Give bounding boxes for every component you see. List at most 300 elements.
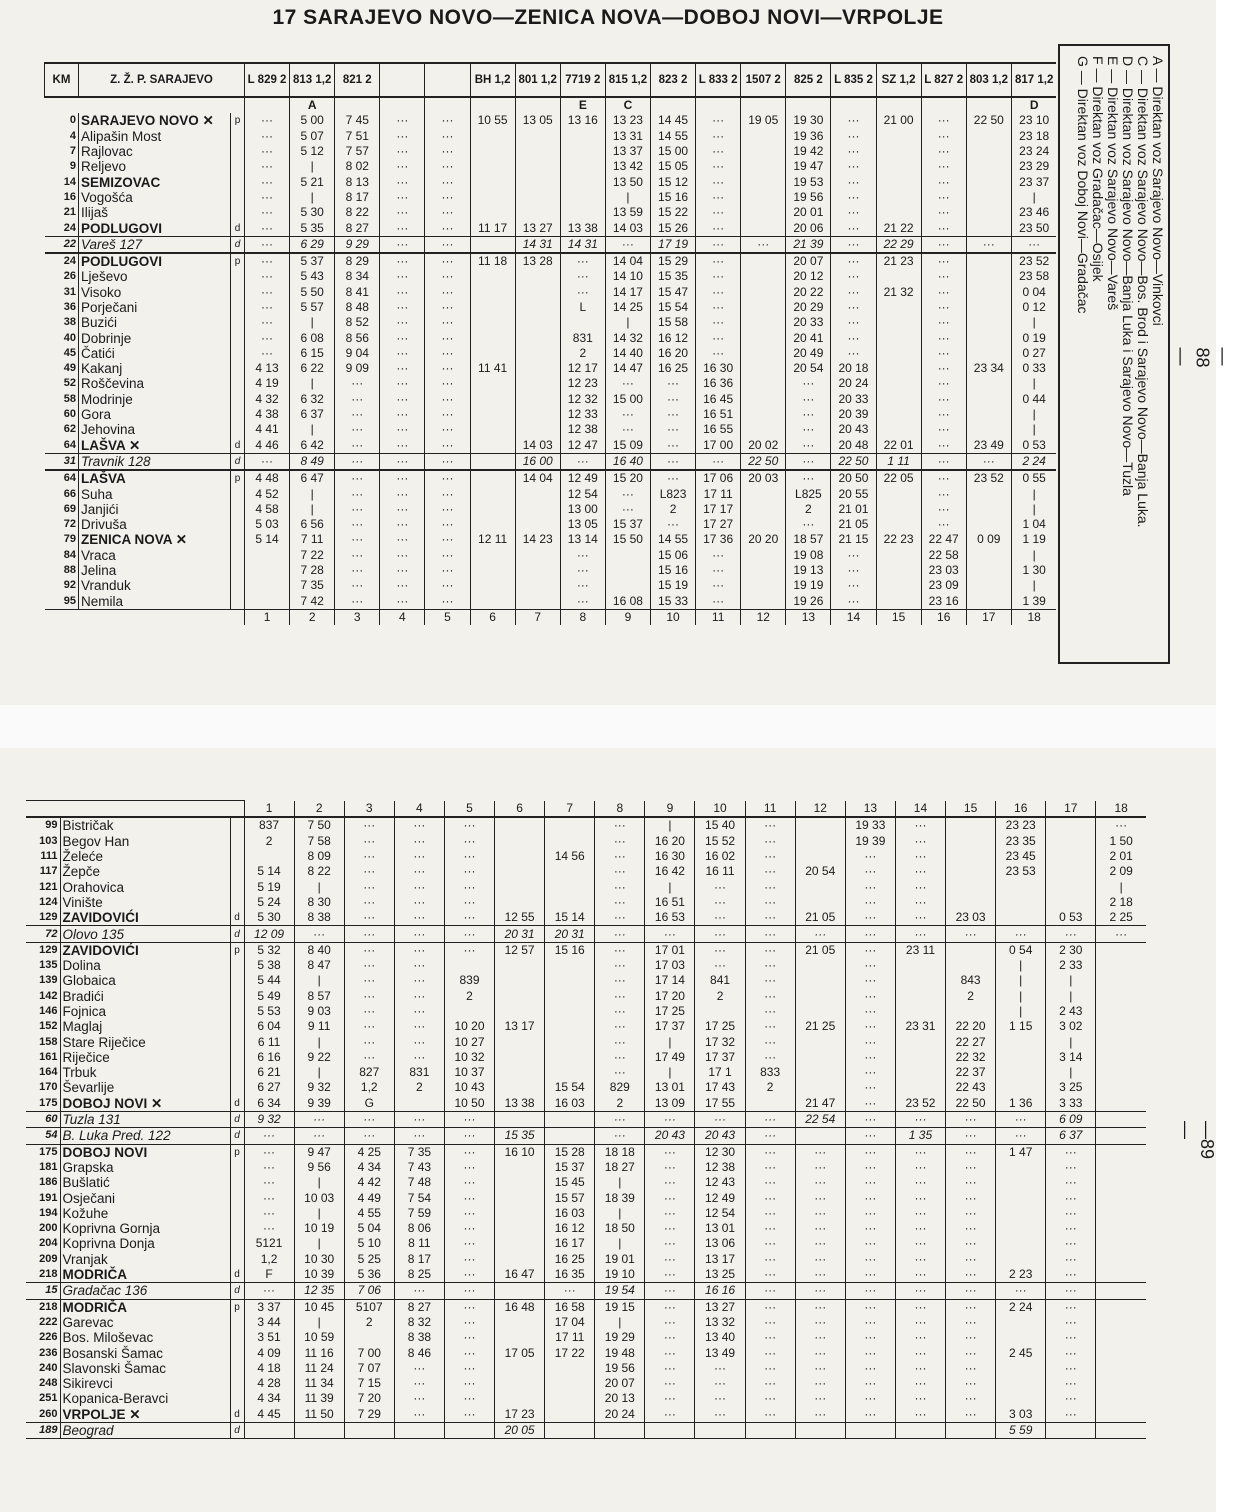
- column-number: 11: [745, 801, 795, 818]
- time-cell: [645, 1422, 695, 1438]
- time-cell: [470, 453, 515, 470]
- time-cell: [495, 1283, 545, 1299]
- time-cell: 1,2: [244, 1252, 294, 1267]
- time-cell: 16 58: [545, 1299, 595, 1315]
- time-cell: ···: [595, 1019, 645, 1034]
- time-cell: [966, 407, 1011, 422]
- time-cell: 0 54: [996, 942, 1046, 958]
- time-cell: 8 29: [335, 253, 380, 269]
- time-cell: ···: [845, 1019, 895, 1034]
- station-name: Vraca: [79, 548, 231, 563]
- time-cell: 19 05: [741, 113, 786, 128]
- time-cell: ···: [831, 346, 876, 361]
- time-cell: ···: [444, 926, 494, 942]
- time-cell: [545, 1065, 595, 1080]
- time-cell: [946, 817, 996, 833]
- station-name: Riječice: [60, 1050, 230, 1065]
- note-mark: [786, 97, 831, 113]
- time-cell: ···: [245, 236, 290, 253]
- time-cell: [495, 879, 545, 894]
- column-number: 13: [786, 609, 831, 625]
- time-cell: |: [645, 879, 695, 894]
- arr-dep-mark: [231, 300, 245, 315]
- timetable-row: [45, 532, 1057, 547]
- time-cell: 8 06: [394, 1221, 444, 1236]
- timetable-row: [26, 1267, 1146, 1283]
- time-cell: [966, 300, 1011, 315]
- time-cell: [795, 973, 845, 988]
- note-mark: [380, 97, 425, 113]
- time-cell: 15 00: [605, 392, 650, 407]
- time-cell: ···: [394, 1004, 444, 1019]
- station-name: ZAVIDOVIĆI: [60, 910, 230, 926]
- time-cell: [1096, 1422, 1146, 1438]
- time-cell: [1096, 942, 1146, 958]
- time-cell: ···: [244, 1190, 294, 1205]
- time-cell: [876, 361, 921, 376]
- time-cell: 2: [745, 1080, 795, 1095]
- time-cell: 12 57: [495, 942, 545, 958]
- time-cell: [515, 346, 560, 361]
- time-cell: ···: [745, 1050, 795, 1065]
- time-cell: ···: [344, 1004, 394, 1019]
- arr-dep-mark: p: [231, 253, 245, 269]
- time-cell: ···: [745, 1345, 795, 1360]
- arr-dep-mark: [230, 849, 244, 864]
- time-cell: 15 09: [605, 438, 650, 454]
- time-cell: 843: [946, 973, 996, 988]
- time-cell: 4 28: [244, 1376, 294, 1391]
- time-cell: ···: [745, 942, 795, 958]
- time-cell: [946, 942, 996, 958]
- timetable-row: [45, 113, 1057, 128]
- time-cell: 8 30: [294, 895, 344, 910]
- time-cell: 5 19: [244, 879, 294, 894]
- time-cell: ···: [946, 1345, 996, 1360]
- time-cell: 21 00: [876, 113, 921, 128]
- time-cell: ···: [831, 253, 876, 269]
- time-cell: 14 45: [650, 113, 695, 128]
- time-cell: [946, 879, 996, 894]
- time-cell: [996, 1236, 1046, 1251]
- time-cell: 15 33: [650, 594, 695, 610]
- time-cell: ···: [335, 392, 380, 407]
- time-cell: ···: [645, 1345, 695, 1360]
- km-cell: 15: [26, 1283, 60, 1299]
- time-cell: 0 55: [1011, 470, 1056, 486]
- column-number: 6: [470, 609, 515, 625]
- time-cell: 12 35: [294, 1283, 344, 1299]
- time-cell: [470, 269, 515, 284]
- timetable-row: [26, 1330, 1146, 1345]
- time-cell: 20 24: [831, 376, 876, 391]
- time-cell: 5 37: [290, 253, 335, 269]
- time-cell: 17 19: [650, 236, 695, 253]
- time-cell: 12 54: [560, 486, 605, 501]
- km-cell: 158: [39, 1035, 58, 1048]
- time-cell: ···: [1046, 1330, 1096, 1345]
- time-cell: ···: [921, 453, 966, 470]
- time-cell: [876, 315, 921, 330]
- time-cell: [996, 1315, 1046, 1330]
- time-cell: 9 32: [294, 1080, 344, 1095]
- time-cell: 4 34: [344, 1160, 394, 1175]
- time-cell: ···: [786, 517, 831, 532]
- time-cell: 15 50: [605, 532, 650, 547]
- time-cell: [470, 300, 515, 315]
- time-cell: 19 15: [595, 1299, 645, 1315]
- time-cell: ···: [425, 361, 470, 376]
- time-cell: 13 17: [695, 1252, 745, 1267]
- time-cell: 15 54: [545, 1080, 595, 1095]
- time-cell: [1096, 958, 1146, 973]
- arr-dep-mark: p: [230, 1144, 244, 1160]
- time-cell: 5 35: [290, 220, 335, 236]
- time-cell: 12 55: [495, 910, 545, 926]
- timetable-row: [45, 144, 1057, 159]
- time-cell: 22 01: [876, 438, 921, 454]
- time-cell: [495, 1206, 545, 1221]
- time-cell: 23 18: [1011, 129, 1056, 144]
- time-cell: ···: [645, 1315, 695, 1330]
- time-cell: ···: [946, 1160, 996, 1175]
- arr-dep-mark: d: [230, 926, 244, 942]
- time-cell: 11 39: [294, 1391, 344, 1406]
- station-name: Bosanski Šamac: [60, 1345, 230, 1360]
- time-cell: [515, 159, 560, 174]
- time-cell: ···: [845, 1283, 895, 1299]
- time-cell: 10 30: [294, 1252, 344, 1267]
- time-cell: ···: [394, 958, 444, 973]
- time-cell: ···: [921, 392, 966, 407]
- time-cell: 1,2: [344, 1080, 394, 1095]
- time-cell: ···: [921, 517, 966, 532]
- time-cell: ···: [335, 453, 380, 470]
- time-cell: 2: [786, 502, 831, 517]
- time-cell: ···: [380, 578, 425, 593]
- time-cell: 3 02: [1046, 1019, 1096, 1034]
- time-cell: ···: [244, 1221, 294, 1236]
- page-number-bottom: —89—: [1176, 1121, 1217, 1160]
- time-cell: [741, 578, 786, 593]
- time-cell: ···: [380, 113, 425, 128]
- time-cell: ···: [244, 1175, 294, 1190]
- column-number: 11: [696, 609, 741, 625]
- time-cell: 20 06: [786, 220, 831, 236]
- time-cell: 20 07: [595, 1376, 645, 1391]
- time-cell: 1 30: [1011, 563, 1056, 578]
- time-cell: [470, 392, 515, 407]
- time-cell: [495, 849, 545, 864]
- time-cell: 21 47: [795, 1096, 845, 1112]
- time-cell: ···: [425, 205, 470, 220]
- time-cell: F: [244, 1267, 294, 1283]
- time-cell: 6 08: [290, 330, 335, 345]
- time-cell: ···: [745, 1236, 795, 1251]
- time-cell: |: [996, 989, 1046, 1004]
- time-cell: ···: [595, 942, 645, 958]
- time-cell: [741, 315, 786, 330]
- time-cell: [605, 563, 650, 578]
- time-cell: [895, 1050, 945, 1065]
- time-cell: ···: [394, 1034, 444, 1049]
- km-cell: 95: [63, 594, 76, 607]
- time-cell: ···: [380, 453, 425, 470]
- time-cell: 17 05: [495, 1345, 545, 1360]
- time-cell: [515, 315, 560, 330]
- km-cell: 92: [63, 579, 76, 592]
- note-mark: [966, 97, 1011, 113]
- time-cell: ···: [595, 1111, 645, 1127]
- station-name: Nemila: [79, 594, 231, 610]
- time-cell: [495, 1050, 545, 1065]
- timetable-row: [26, 1422, 1146, 1438]
- time-cell: [495, 1111, 545, 1127]
- time-cell: 13 40: [695, 1330, 745, 1345]
- time-cell: 15 35: [650, 269, 695, 284]
- time-cell: [966, 392, 1011, 407]
- time-cell: ···: [335, 532, 380, 547]
- km-cell: 175: [39, 1096, 58, 1109]
- time-cell: ···: [745, 910, 795, 926]
- time-cell: ···: [595, 1034, 645, 1049]
- time-cell: 6 04: [244, 1019, 294, 1034]
- time-cell: 0 33: [1011, 361, 1056, 376]
- time-cell: 5 57: [290, 300, 335, 315]
- time-cell: 13 01: [645, 1080, 695, 1095]
- time-cell: [741, 159, 786, 174]
- station-name: Garevac: [60, 1315, 230, 1330]
- time-cell: [1096, 1407, 1146, 1423]
- time-cell: 6 11: [244, 1034, 294, 1049]
- blank-cell: [26, 801, 244, 818]
- timetable-row: [26, 1315, 1146, 1330]
- time-cell: ···: [650, 438, 695, 454]
- column-number: 9: [645, 801, 695, 818]
- time-cell: [495, 895, 545, 910]
- time-cell: 22 47: [921, 532, 966, 547]
- timetable-row: [26, 1299, 1146, 1315]
- time-cell: [996, 1175, 1046, 1190]
- time-cell: ···: [1046, 1144, 1096, 1160]
- timetable-row: [26, 1391, 1146, 1406]
- time-cell: [515, 174, 560, 189]
- time-cell: 6 16: [244, 1050, 294, 1065]
- time-cell: [1096, 989, 1146, 1004]
- time-cell: |: [290, 422, 335, 437]
- time-cell: ···: [380, 502, 425, 517]
- time-cell: ···: [795, 926, 845, 942]
- time-cell: ···: [745, 1330, 795, 1345]
- legend-box: [1058, 44, 1170, 664]
- time-cell: 22 37: [946, 1065, 996, 1080]
- time-cell: ···: [786, 376, 831, 391]
- note-mark: [876, 97, 921, 113]
- km-cell: 9: [69, 160, 76, 173]
- time-cell: [515, 205, 560, 220]
- time-cell: |: [1011, 315, 1056, 330]
- time-cell: 9 39: [294, 1096, 344, 1112]
- time-cell: 2: [344, 1315, 394, 1330]
- time-cell: ···: [966, 236, 1011, 253]
- time-cell: 10 55: [470, 113, 515, 128]
- time-cell: [470, 236, 515, 253]
- time-cell: 19 36: [786, 129, 831, 144]
- time-cell: [966, 330, 1011, 345]
- km-cell: 139: [39, 974, 58, 987]
- station-name: Žepče: [60, 864, 230, 879]
- time-cell: 22 50: [946, 1096, 996, 1112]
- time-cell: ···: [344, 973, 394, 988]
- time-cell: 8 13: [335, 174, 380, 189]
- station-name: Vranduk: [79, 578, 231, 593]
- time-cell: ···: [344, 1111, 394, 1127]
- station-name: Vareš 127: [79, 236, 231, 253]
- time-cell: ···: [831, 159, 876, 174]
- time-cell: ···: [444, 895, 494, 910]
- time-cell: ···: [344, 879, 394, 894]
- arr-dep-mark: d: [230, 1422, 244, 1438]
- time-cell: [966, 346, 1011, 361]
- time-cell: [470, 159, 515, 174]
- time-cell: 10 32: [444, 1050, 494, 1065]
- time-cell: ···: [696, 190, 741, 205]
- time-cell: 11 18: [470, 253, 515, 269]
- time-cell: |: [290, 376, 335, 391]
- time-cell: [495, 1330, 545, 1345]
- time-cell: [1096, 1391, 1146, 1406]
- time-cell: [745, 1096, 795, 1112]
- time-cell: [495, 1175, 545, 1190]
- time-cell: ···: [245, 174, 290, 189]
- station-name: Janjići: [79, 502, 231, 517]
- time-cell: ···: [1046, 1407, 1096, 1423]
- time-cell: ···: [245, 113, 290, 128]
- time-cell: ···: [244, 1128, 294, 1144]
- time-cell: [966, 220, 1011, 236]
- time-cell: 15 35: [495, 1128, 545, 1144]
- arr-dep-mark: d: [230, 1128, 244, 1144]
- time-cell: 23 34: [966, 361, 1011, 376]
- time-cell: 6 21: [244, 1065, 294, 1080]
- time-cell: ···: [946, 1128, 996, 1144]
- note-mark-row: [45, 97, 1057, 113]
- time-cell: [876, 269, 921, 284]
- time-cell: [515, 330, 560, 345]
- time-cell: ···: [380, 190, 425, 205]
- time-cell: 7 00: [344, 1345, 394, 1360]
- arr-dep-mark: [231, 315, 245, 330]
- time-cell: ···: [895, 849, 945, 864]
- station-name: LAŠVA ✕: [79, 438, 231, 454]
- time-cell: 3 37: [244, 1299, 294, 1315]
- time-cell: ···: [645, 1111, 695, 1127]
- time-cell: ···: [921, 502, 966, 517]
- time-cell: ···: [245, 285, 290, 300]
- time-cell: |: [645, 1065, 695, 1080]
- time-cell: ···: [394, 817, 444, 833]
- time-cell: 6 32: [290, 392, 335, 407]
- km-cell: 124: [39, 895, 58, 908]
- time-cell: [876, 578, 921, 593]
- km-cell: 204: [39, 1237, 58, 1250]
- time-cell: [545, 1361, 595, 1376]
- time-cell: 4 34: [244, 1391, 294, 1406]
- time-cell: 14 31: [560, 236, 605, 253]
- timetable-row: [26, 895, 1146, 910]
- time-cell: ···: [745, 973, 795, 988]
- time-cell: ···: [650, 517, 695, 532]
- time-cell: [966, 517, 1011, 532]
- time-cell: 9 22: [294, 1050, 344, 1065]
- km-cell: 146: [39, 1005, 58, 1017]
- time-cell: ···: [380, 236, 425, 253]
- km-cell: 99: [26, 817, 60, 833]
- time-cell: ···: [745, 1034, 795, 1049]
- time-cell: ···: [335, 438, 380, 454]
- time-cell: ···: [444, 910, 494, 926]
- time-cell: ···: [244, 1144, 294, 1160]
- time-cell: ···: [745, 1315, 795, 1330]
- time-cell: [946, 1004, 996, 1019]
- time-cell: [495, 1004, 545, 1019]
- time-cell: |: [996, 973, 1046, 988]
- time-cell: [495, 958, 545, 973]
- time-cell: ···: [335, 502, 380, 517]
- time-cell: 23 45: [996, 849, 1046, 864]
- time-cell: |: [1011, 578, 1056, 593]
- time-cell: [470, 470, 515, 486]
- time-cell: [495, 989, 545, 1004]
- time-cell: ···: [795, 1190, 845, 1205]
- time-cell: ···: [921, 438, 966, 454]
- km-cell: 16: [63, 190, 76, 203]
- time-cell: 4 09: [244, 1345, 294, 1360]
- time-cell: 3 03: [996, 1407, 1046, 1423]
- time-cell: ···: [380, 438, 425, 454]
- km-cell: 72: [26, 926, 60, 942]
- time-cell: 16 53: [645, 910, 695, 926]
- time-cell: ···: [921, 159, 966, 174]
- arr-dep-mark: [230, 1050, 244, 1065]
- time-cell: ···: [425, 502, 470, 517]
- time-cell: [495, 1080, 545, 1095]
- time-cell: 16 40: [605, 453, 650, 470]
- time-cell: ···: [1046, 1252, 1096, 1267]
- time-cell: [545, 895, 595, 910]
- time-cell: [470, 205, 515, 220]
- time-cell: ···: [645, 1206, 695, 1221]
- time-cell: ···: [745, 895, 795, 910]
- time-cell: ···: [294, 926, 344, 942]
- time-cell: 13 06: [695, 1236, 745, 1251]
- time-cell: 15 19: [650, 578, 695, 593]
- column-number: 3: [335, 609, 380, 625]
- time-cell: ···: [595, 973, 645, 988]
- time-cell: |: [595, 1206, 645, 1221]
- time-cell: ···: [394, 1391, 444, 1406]
- time-cell: [1096, 1252, 1146, 1267]
- time-cell: 7 06: [344, 1283, 394, 1299]
- time-cell: [996, 1034, 1046, 1049]
- time-cell: ···: [245, 269, 290, 284]
- arr-dep-mark: [231, 422, 245, 437]
- time-cell: 12 17: [560, 361, 605, 376]
- timetable-row: [26, 1252, 1146, 1267]
- time-cell: ···: [745, 1128, 795, 1144]
- time-cell: 22 32: [946, 1050, 996, 1065]
- time-cell: 9 32: [244, 1111, 294, 1127]
